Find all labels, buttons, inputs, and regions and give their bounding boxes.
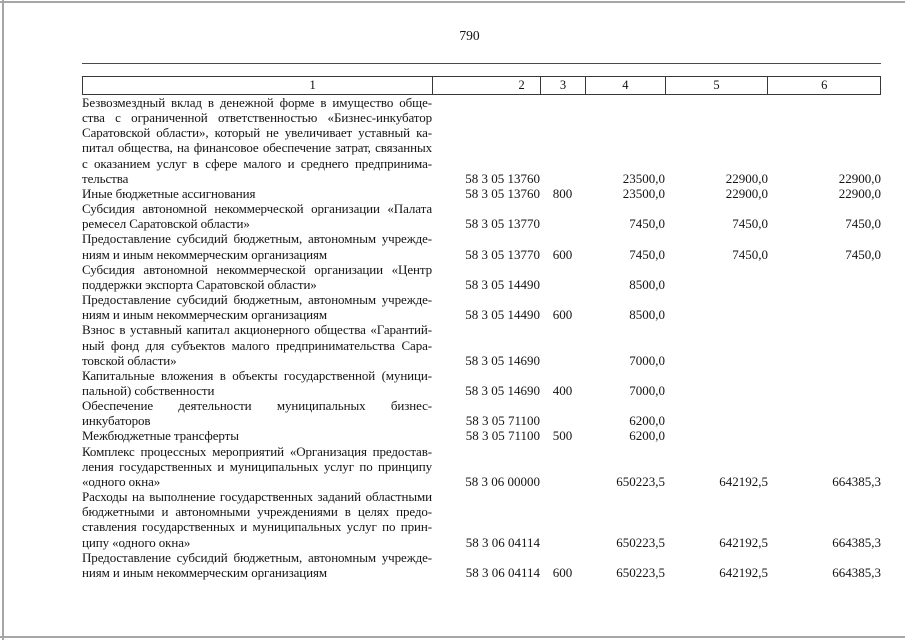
description-line: поддержки экспорта Саратовской области» bbox=[82, 276, 317, 292]
cell-amount-2 bbox=[665, 292, 768, 322]
cell-expense-type bbox=[540, 489, 585, 550]
column-header-row bbox=[82, 76, 881, 95]
cell-amount-1: 7450,0 bbox=[629, 216, 665, 232]
cell-code: 58 3 05 71100 bbox=[465, 413, 540, 429]
cell-code: 58 3 05 14690 bbox=[465, 382, 540, 398]
cell-expense-type bbox=[540, 201, 585, 231]
cell-amount-1: 23500,0 bbox=[622, 170, 665, 186]
cell-description bbox=[82, 398, 432, 428]
cell-amount-3 bbox=[768, 322, 881, 367]
column-header-4: 4 bbox=[585, 77, 665, 94]
cell-amount-1: 7000,0 bbox=[629, 382, 665, 398]
cell-amount-3: 7450,0 bbox=[845, 216, 881, 232]
cell-amount-3: 22900,0 bbox=[838, 185, 881, 201]
cell-expense-type bbox=[540, 262, 585, 292]
description-line: Субсидия автономной некоммерческой организации «Палата bbox=[82, 201, 432, 217]
description-line: ниям и иным некоммерческим организациям bbox=[82, 307, 328, 323]
description-line: ный фонд для субъектов малого предпринимательства Сара- bbox=[82, 337, 432, 353]
column-header-6: 6 bbox=[767, 77, 880, 94]
cell-description bbox=[82, 201, 432, 231]
page-number: 790 bbox=[459, 28, 480, 43]
cell-code: 58 3 05 71100 bbox=[465, 428, 540, 444]
cell-amount-2 bbox=[665, 428, 768, 443]
cell-code: 58 3 06 00000 bbox=[465, 473, 540, 489]
column-header-2: 2 bbox=[432, 77, 540, 94]
cell-amount-3 bbox=[768, 398, 881, 428]
cell-expense-type: 600 bbox=[552, 564, 573, 580]
budget-table bbox=[82, 95, 881, 580]
description-line: инкубаторов bbox=[82, 413, 151, 429]
table-row bbox=[82, 428, 881, 443]
cell-code: 58 3 05 14490 bbox=[465, 307, 540, 323]
description-line: пальной) собственности bbox=[82, 382, 215, 398]
cell-expense-type: 600 bbox=[552, 307, 573, 323]
cell-code: 58 3 06 04114 bbox=[465, 534, 540, 550]
cell-expense-type: 800 bbox=[552, 185, 573, 201]
cell-amount-2: 22900,0 bbox=[725, 185, 768, 201]
table-top-rule bbox=[82, 63, 881, 64]
description-line: Капитальные вложения в объекты государственной (муници- bbox=[82, 367, 432, 383]
table-row bbox=[82, 322, 881, 367]
table-row bbox=[82, 186, 881, 201]
cell-amount-2: 7450,0 bbox=[732, 246, 768, 262]
cell-amount-3: 7450,0 bbox=[845, 246, 881, 262]
cell-amount-3: 664385,3 bbox=[832, 564, 881, 580]
cell-amount-3 bbox=[768, 368, 881, 398]
description-line: ремесел Саратовской области» bbox=[82, 216, 250, 232]
cell-amount-1: 6200,0 bbox=[629, 428, 665, 444]
cell-expense-type bbox=[540, 398, 585, 428]
cell-description bbox=[82, 186, 432, 201]
cell-amount-1: 650223,5 bbox=[616, 473, 665, 489]
cell-description bbox=[82, 368, 432, 398]
description-line: ниям и иным некоммерческим организациям bbox=[82, 564, 328, 580]
description-line: «одного окна» bbox=[82, 473, 161, 489]
cell-amount-3: 22900,0 bbox=[838, 170, 881, 186]
cell-expense-type bbox=[540, 95, 585, 186]
description-line: ления государственных и муниципальных услуг по принципу bbox=[82, 458, 432, 474]
cell-expense-type: 400 bbox=[552, 382, 573, 398]
cell-expense-type: 600 bbox=[552, 246, 573, 262]
cell-amount-3 bbox=[768, 262, 881, 292]
table-row bbox=[82, 444, 881, 489]
cell-amount-2: 642192,5 bbox=[719, 473, 768, 489]
description-line: Предоставление субсидий бюджетным, автономным учрежде- bbox=[82, 292, 432, 308]
description-line: товской области» bbox=[82, 352, 177, 368]
cell-amount-3: 664385,3 bbox=[832, 534, 881, 550]
description-line: Обеспечение деятельности муниципальных бизнес- bbox=[82, 398, 432, 414]
description-line: Межбюджетные трансферты bbox=[82, 428, 239, 444]
table-row bbox=[82, 262, 881, 292]
cell-description bbox=[82, 428, 432, 443]
description-line: Саратовской области», который не увеличивает уставный ка- bbox=[82, 125, 432, 141]
page-edge-top bbox=[0, 1, 905, 3]
description-line: Безвозмездный вклад в денежной форме в имущество обще- bbox=[82, 95, 432, 110]
cell-description bbox=[82, 444, 432, 489]
description-line: бюджетными и автономными учреждениями в целях предо- bbox=[82, 504, 432, 520]
cell-code: 58 3 05 14490 bbox=[465, 276, 540, 292]
table-row bbox=[82, 231, 881, 261]
cell-code: 58 3 05 13760 bbox=[465, 185, 540, 201]
cell-code: 58 3 06 04114 bbox=[465, 564, 540, 580]
column-header-3: 3 bbox=[540, 77, 585, 94]
cell-expense-type bbox=[540, 444, 585, 489]
description-line: Предоставление субсидий бюджетным, автономным учрежде- bbox=[82, 231, 432, 247]
cell-amount-1: 7450,0 bbox=[629, 246, 665, 262]
description-line: с оказанием услуг в сфере малого и среднего предпринима- bbox=[82, 155, 432, 171]
cell-amount-2: 22900,0 bbox=[725, 170, 768, 186]
cell-amount-1: 23500,0 bbox=[622, 185, 665, 201]
cell-amount-3 bbox=[768, 292, 881, 322]
cell-amount-3: 664385,3 bbox=[832, 473, 881, 489]
description-line: Комплекс процессных мероприятий «Организация предостав- bbox=[82, 443, 432, 459]
table-row bbox=[82, 95, 881, 186]
cell-description bbox=[82, 322, 432, 367]
cell-amount-1: 7000,0 bbox=[629, 352, 665, 368]
cell-amount-2 bbox=[665, 322, 768, 367]
description-line: Расходы на выполнение государственных заданий областными bbox=[82, 489, 432, 505]
cell-code: 58 3 05 13760 bbox=[465, 170, 540, 186]
description-line: тельства bbox=[82, 170, 129, 186]
cell-description bbox=[82, 550, 432, 580]
column-header-5: 5 bbox=[665, 77, 768, 94]
table-row bbox=[82, 398, 881, 428]
description-line: Субсидия автономной некоммерческой организации «Центр bbox=[82, 261, 432, 277]
cell-description bbox=[82, 292, 432, 322]
cell-expense-type bbox=[540, 322, 585, 367]
cell-amount-1: 6200,0 bbox=[629, 413, 665, 429]
cell-amount-2 bbox=[665, 262, 768, 292]
description-line: питал общества, на финансовое обеспечение затрат, связанных bbox=[82, 140, 432, 156]
description-line: ципу «одного окна» bbox=[82, 534, 191, 550]
cell-amount-1: 650223,5 bbox=[616, 564, 665, 580]
table-row bbox=[82, 368, 881, 398]
table-row bbox=[82, 292, 881, 322]
table-row bbox=[82, 201, 881, 231]
cell-code: 58 3 05 13770 bbox=[465, 246, 540, 262]
table-row bbox=[82, 489, 881, 550]
description-line: ставления государственных и муниципальных услуг по прин- bbox=[82, 519, 432, 535]
cell-amount-2 bbox=[665, 398, 768, 428]
column-header-1: 1 bbox=[309, 78, 316, 92]
cell-amount-2: 7450,0 bbox=[732, 216, 768, 232]
page-edge-left bbox=[2, 0, 4, 640]
page-edge-bottom bbox=[0, 636, 905, 638]
cell-description bbox=[82, 95, 432, 186]
cell-description bbox=[82, 262, 432, 292]
description-line: Взнос в уставный капитал акционерного общества «Гарантий- bbox=[82, 322, 432, 338]
cell-description bbox=[82, 489, 432, 550]
cell-amount-1: 8500,0 bbox=[629, 307, 665, 323]
cell-amount-2: 642192,5 bbox=[719, 564, 768, 580]
table-row bbox=[82, 550, 881, 580]
description-line: ства с ограниченной ответственностью «Бизнес-инкубатор bbox=[82, 110, 432, 126]
description-line: Иные бюджетные ассигнования bbox=[82, 185, 256, 201]
cell-amount-1: 8500,0 bbox=[629, 276, 665, 292]
cell-code: 58 3 05 14690 bbox=[465, 352, 540, 368]
cell-amount-1: 650223,5 bbox=[616, 534, 665, 550]
cell-description bbox=[82, 231, 432, 261]
cell-amount-2: 642192,5 bbox=[719, 534, 768, 550]
cell-amount-2 bbox=[665, 368, 768, 398]
cell-expense-type: 500 bbox=[552, 428, 573, 444]
description-line: ниям и иным некоммерческим организациям bbox=[82, 246, 328, 262]
cell-code: 58 3 05 13770 bbox=[465, 216, 540, 232]
description-line: Предоставление субсидий бюджетным, автономным учрежде- bbox=[82, 549, 432, 565]
cell-amount-3 bbox=[768, 428, 881, 443]
